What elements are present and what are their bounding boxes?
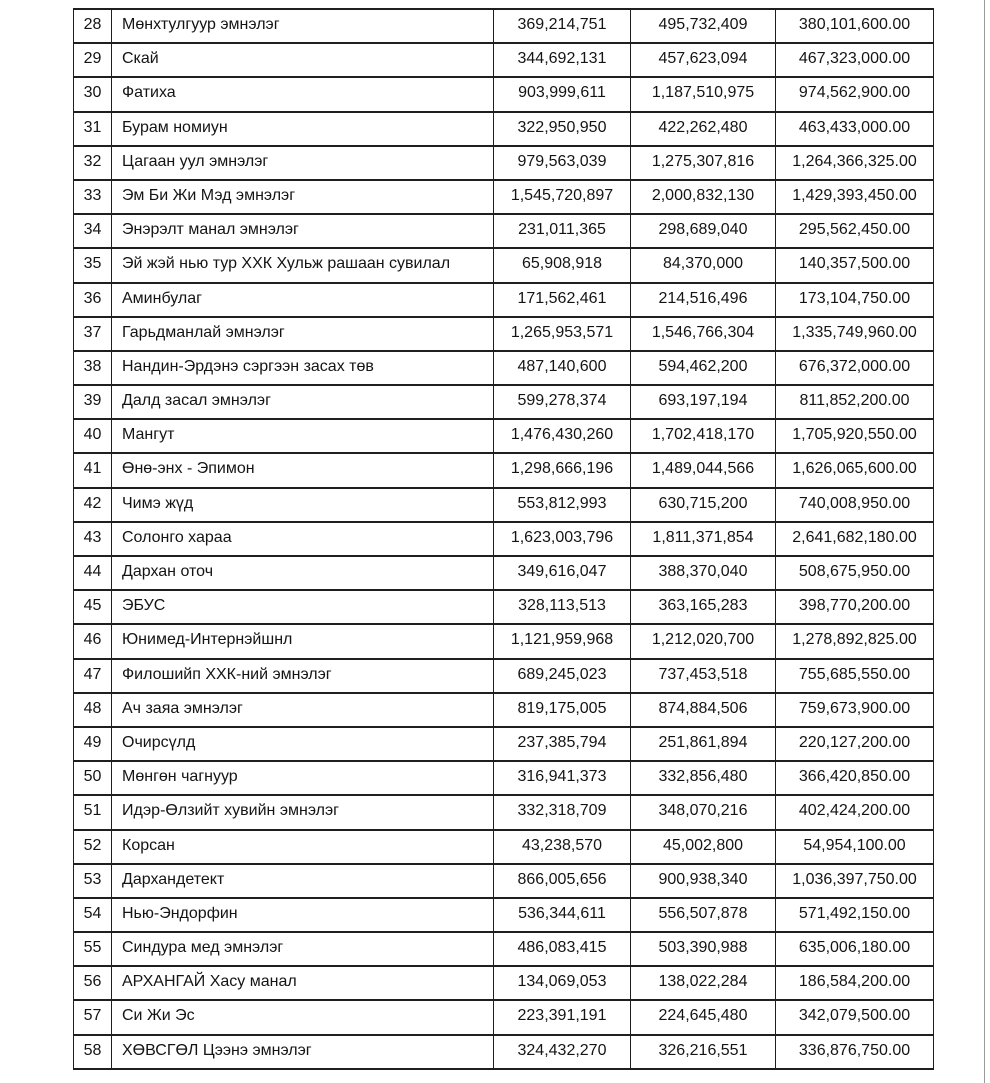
amount-col-2: 1,275,307,816 xyxy=(631,146,776,180)
amount-col-1: 819,175,005 xyxy=(494,693,631,727)
org-name: АРХАНГАЙ Хасу манал xyxy=(112,966,494,1000)
amount-col-1: 536,344,611 xyxy=(494,898,631,932)
amount-col-1: 324,432,270 xyxy=(494,1035,631,1069)
amount-col-3: 974,562,900.00 xyxy=(776,77,934,111)
table-row xyxy=(74,590,934,624)
row-number: 30 xyxy=(74,77,112,111)
row-number: 29 xyxy=(74,43,112,77)
table-row xyxy=(74,453,934,487)
amount-col-1: 134,069,053 xyxy=(494,966,631,1000)
row-number: 43 xyxy=(74,522,112,556)
table-row xyxy=(74,1000,934,1034)
amount-col-1: 1,476,430,260 xyxy=(494,419,631,453)
amount-col-2: 630,715,200 xyxy=(631,488,776,522)
amount-col-3: 1,264,366,325.00 xyxy=(776,146,934,180)
amount-col-3: 2,641,682,180.00 xyxy=(776,522,934,556)
amount-col-2: 874,884,506 xyxy=(631,693,776,727)
amount-col-1: 43,238,570 xyxy=(494,830,631,864)
amount-col-3: 740,008,950.00 xyxy=(776,488,934,522)
amount-col-1: 866,005,656 xyxy=(494,864,631,898)
amount-col-3: 1,036,397,750.00 xyxy=(776,864,934,898)
amount-col-2: 138,022,284 xyxy=(631,966,776,1000)
org-name: Мөнгөн чагнуур xyxy=(112,761,494,795)
amount-col-3: 571,492,150.00 xyxy=(776,898,934,932)
row-number: 33 xyxy=(74,180,112,214)
amount-col-1: 344,692,131 xyxy=(494,43,631,77)
org-name: Идэр-Өлзийт хувийн эмнэлэг xyxy=(112,795,494,829)
amount-col-3: 463,433,000.00 xyxy=(776,112,934,146)
amount-col-2: 594,462,200 xyxy=(631,351,776,385)
org-name: Ач заяа эмнэлэг xyxy=(112,693,494,727)
amount-col-1: 322,950,950 xyxy=(494,112,631,146)
row-number: 49 xyxy=(74,727,112,761)
table-row xyxy=(74,864,934,898)
amount-col-2: 224,645,480 xyxy=(631,1000,776,1034)
amount-col-2: 556,507,878 xyxy=(631,898,776,932)
org-name: Далд засал эмнэлэг xyxy=(112,385,494,419)
row-number: 41 xyxy=(74,453,112,487)
amount-col-3: 295,562,450.00 xyxy=(776,214,934,248)
row-number: 39 xyxy=(74,385,112,419)
amount-col-3: 402,424,200.00 xyxy=(776,795,934,829)
table-row xyxy=(74,932,934,966)
amount-col-2: 45,002,800 xyxy=(631,830,776,864)
table-row xyxy=(74,112,934,146)
row-number: 47 xyxy=(74,659,112,693)
table-row xyxy=(74,385,934,419)
amount-col-2: 495,732,409 xyxy=(631,9,776,43)
amount-col-2: 457,623,094 xyxy=(631,43,776,77)
amount-col-1: 332,318,709 xyxy=(494,795,631,829)
amount-col-3: 1,278,892,825.00 xyxy=(776,624,934,658)
table-body xyxy=(74,9,934,1069)
amount-col-2: 251,861,894 xyxy=(631,727,776,761)
amount-col-1: 903,999,611 xyxy=(494,77,631,111)
amount-col-1: 553,812,993 xyxy=(494,488,631,522)
org-name: Энэрэлт манал эмнэлэг xyxy=(112,214,494,248)
amount-col-2: 2,000,832,130 xyxy=(631,180,776,214)
amount-col-1: 689,245,023 xyxy=(494,659,631,693)
org-name: Филошийп ХХК-ний эмнэлэг xyxy=(112,659,494,693)
amount-col-3: 811,852,200.00 xyxy=(776,385,934,419)
amount-col-1: 599,278,374 xyxy=(494,385,631,419)
row-number: 32 xyxy=(74,146,112,180)
amount-col-3: 759,673,900.00 xyxy=(776,693,934,727)
amount-col-1: 1,265,953,571 xyxy=(494,317,631,351)
row-number: 36 xyxy=(74,283,112,317)
org-name: Аминбулаг xyxy=(112,283,494,317)
amount-col-1: 328,113,513 xyxy=(494,590,631,624)
table-row xyxy=(74,795,934,829)
amount-col-1: 349,616,047 xyxy=(494,556,631,590)
org-name: ХӨВСГӨЛ Цээнэ эмнэлэг xyxy=(112,1035,494,1069)
org-name: Скай xyxy=(112,43,494,77)
amount-col-3: 336,876,750.00 xyxy=(776,1035,934,1069)
org-name: Дархандетект xyxy=(112,864,494,898)
row-number: 37 xyxy=(74,317,112,351)
table-row xyxy=(74,146,934,180)
org-name: Чимэ жүд xyxy=(112,488,494,522)
amount-col-3: 398,770,200.00 xyxy=(776,590,934,624)
amount-col-1: 369,214,751 xyxy=(494,9,631,43)
amount-col-3: 755,685,550.00 xyxy=(776,659,934,693)
row-number: 50 xyxy=(74,761,112,795)
org-name: Си Жи Эс xyxy=(112,1000,494,1034)
amount-col-3: 54,954,100.00 xyxy=(776,830,934,864)
amount-col-1: 171,562,461 xyxy=(494,283,631,317)
amount-col-3: 380,101,600.00 xyxy=(776,9,934,43)
amount-col-1: 487,140,600 xyxy=(494,351,631,385)
org-name: Очирсүлд xyxy=(112,727,494,761)
amount-col-3: 1,705,920,550.00 xyxy=(776,419,934,453)
org-name: Гарьдманлай эмнэлэг xyxy=(112,317,494,351)
row-number: 45 xyxy=(74,590,112,624)
table-row xyxy=(74,351,934,385)
amount-col-3: 220,127,200.00 xyxy=(776,727,934,761)
row-number: 53 xyxy=(74,864,112,898)
amount-col-2: 1,212,020,700 xyxy=(631,624,776,658)
amount-col-2: 1,702,418,170 xyxy=(631,419,776,453)
amount-col-1: 1,623,003,796 xyxy=(494,522,631,556)
table-row xyxy=(74,283,934,317)
amount-col-2: 1,811,371,854 xyxy=(631,522,776,556)
org-name: Солонго хараа xyxy=(112,522,494,556)
row-number: 55 xyxy=(74,932,112,966)
amount-col-3: 1,429,393,450.00 xyxy=(776,180,934,214)
amount-col-1: 65,908,918 xyxy=(494,248,631,282)
amount-col-2: 348,070,216 xyxy=(631,795,776,829)
row-number: 54 xyxy=(74,898,112,932)
org-name: Синдура мед эмнэлэг xyxy=(112,932,494,966)
org-name: Мангут xyxy=(112,419,494,453)
amount-col-1: 1,121,959,968 xyxy=(494,624,631,658)
amount-col-2: 298,689,040 xyxy=(631,214,776,248)
row-number: 51 xyxy=(74,795,112,829)
org-name: Эй жэй нью тур ХХК Хульж рашаан сувилал xyxy=(112,248,494,282)
amount-col-1: 1,545,720,897 xyxy=(494,180,631,214)
amount-col-1: 1,298,666,196 xyxy=(494,453,631,487)
row-number: 52 xyxy=(74,830,112,864)
table-row xyxy=(74,1035,934,1069)
page-edge-line xyxy=(984,0,985,1083)
amount-col-3: 342,079,500.00 xyxy=(776,1000,934,1034)
table-row xyxy=(74,419,934,453)
amount-col-3: 186,584,200.00 xyxy=(776,966,934,1000)
table-row xyxy=(74,214,934,248)
org-name: Мөнхтулгуур эмнэлэг xyxy=(112,9,494,43)
row-number: 46 xyxy=(74,624,112,658)
row-number: 31 xyxy=(74,112,112,146)
amount-col-2: 1,187,510,975 xyxy=(631,77,776,111)
amount-col-1: 316,941,373 xyxy=(494,761,631,795)
table-row xyxy=(74,624,934,658)
org-name: Нандин-Эрдэнэ сэргээн засах төв xyxy=(112,351,494,385)
amount-col-3: 1,626,065,600.00 xyxy=(776,453,934,487)
amount-col-3: 1,335,749,960.00 xyxy=(776,317,934,351)
org-name: Цагаан уул эмнэлэг xyxy=(112,146,494,180)
amount-col-1: 979,563,039 xyxy=(494,146,631,180)
amount-col-1: 237,385,794 xyxy=(494,727,631,761)
org-name: Нью-Эндорфин xyxy=(112,898,494,932)
org-name: Өнө-энх - Эпимон xyxy=(112,453,494,487)
org-name: Корсан xyxy=(112,830,494,864)
amount-col-2: 332,856,480 xyxy=(631,761,776,795)
amount-col-1: 231,011,365 xyxy=(494,214,631,248)
amount-col-3: 635,006,180.00 xyxy=(776,932,934,966)
amount-col-2: 214,516,496 xyxy=(631,283,776,317)
table-row xyxy=(74,966,934,1000)
amount-col-3: 366,420,850.00 xyxy=(776,761,934,795)
amount-col-2: 737,453,518 xyxy=(631,659,776,693)
table-row xyxy=(74,727,934,761)
amount-col-2: 1,489,044,566 xyxy=(631,453,776,487)
table-row xyxy=(74,9,934,43)
row-number: 34 xyxy=(74,214,112,248)
org-name: Фатиха xyxy=(112,77,494,111)
table-row xyxy=(74,248,934,282)
row-number: 44 xyxy=(74,556,112,590)
row-number: 38 xyxy=(74,351,112,385)
row-number: 58 xyxy=(74,1035,112,1069)
row-number: 56 xyxy=(74,966,112,1000)
table-row xyxy=(74,488,934,522)
amount-col-3: 173,104,750.00 xyxy=(776,283,934,317)
amount-col-2: 326,216,551 xyxy=(631,1035,776,1069)
amount-col-2: 363,165,283 xyxy=(631,590,776,624)
amount-col-3: 676,372,000.00 xyxy=(776,351,934,385)
table-row xyxy=(74,659,934,693)
hospital-financial-table xyxy=(73,8,934,1070)
table-row xyxy=(74,180,934,214)
table-row xyxy=(74,761,934,795)
row-number: 57 xyxy=(74,1000,112,1034)
amount-col-1: 223,391,191 xyxy=(494,1000,631,1034)
org-name: Эм Би Жи Мэд эмнэлэг xyxy=(112,180,494,214)
table-row xyxy=(74,693,934,727)
table-row xyxy=(74,898,934,932)
org-name: Дархан оточ xyxy=(112,556,494,590)
row-number: 40 xyxy=(74,419,112,453)
amount-col-1: 486,083,415 xyxy=(494,932,631,966)
table-row xyxy=(74,317,934,351)
amount-col-2: 1,546,766,304 xyxy=(631,317,776,351)
amount-col-2: 693,197,194 xyxy=(631,385,776,419)
org-name: Бурам номиун xyxy=(112,112,494,146)
table-row xyxy=(74,830,934,864)
table-row xyxy=(74,43,934,77)
amount-col-3: 467,323,000.00 xyxy=(776,43,934,77)
amount-col-2: 503,390,988 xyxy=(631,932,776,966)
table-row xyxy=(74,556,934,590)
amount-col-2: 84,370,000 xyxy=(631,248,776,282)
row-number: 42 xyxy=(74,488,112,522)
amount-col-3: 508,675,950.00 xyxy=(776,556,934,590)
amount-col-2: 388,370,040 xyxy=(631,556,776,590)
table-row xyxy=(74,77,934,111)
table-row xyxy=(74,522,934,556)
org-name: ЭБУС xyxy=(112,590,494,624)
amount-col-3: 140,357,500.00 xyxy=(776,248,934,282)
row-number: 48 xyxy=(74,693,112,727)
row-number: 35 xyxy=(74,248,112,282)
amount-col-2: 422,262,480 xyxy=(631,112,776,146)
row-number: 28 xyxy=(74,9,112,43)
org-name: Юнимед-Интернэйшнл xyxy=(112,624,494,658)
amount-col-2: 900,938,340 xyxy=(631,864,776,898)
